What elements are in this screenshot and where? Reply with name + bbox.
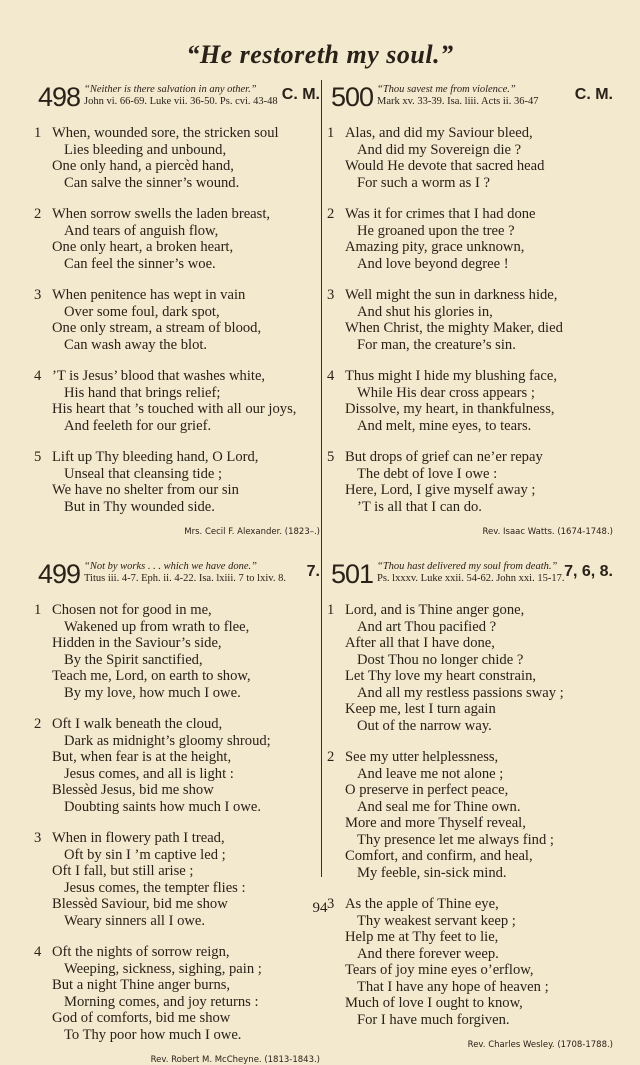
line-text: Wakened up from wrath to flee,	[64, 618, 250, 635]
line-text: Weeping, sickness, sighing, pain ;	[64, 960, 262, 977]
line-text: Alas, and did my Saviour bleed,	[345, 125, 533, 141]
line-text: But a night Thine anger burns,	[52, 977, 231, 993]
stanza-line	[331, 865, 613, 882]
stanza-line	[38, 320, 320, 337]
hymn-500	[327, 82, 613, 537]
line-text: To Thy poor how much I owe.	[64, 1026, 242, 1043]
line-text: Can wash away the blot.	[64, 336, 208, 353]
line-text: Oft I fall, but still arise ;	[52, 863, 194, 879]
stanza-line	[38, 799, 320, 816]
line-text: His heart that ’s touched with all our joys,	[52, 401, 297, 417]
line-text: And love beyond degree !	[357, 255, 509, 272]
stanza-line	[327, 368, 613, 385]
stanza-line	[327, 125, 613, 142]
line-text: God of comforts, bid me show	[52, 1010, 231, 1026]
line-text: That I have any hope of heaven ;	[357, 978, 549, 995]
line-text: But drops of grief can ne’er repay	[345, 449, 543, 465]
stanza-line	[331, 718, 613, 735]
line-text: And leave me not alone ;	[357, 765, 504, 782]
scripture-references: Titus iii. 4-7. Eph. ii. 4-22. Isa. lxiii. 7 to lxiv. 8.	[84, 573, 286, 584]
stanza-line	[34, 830, 320, 847]
stanza-line	[327, 206, 613, 223]
stanza-line	[38, 880, 320, 897]
stanza-line	[327, 287, 613, 304]
line-text: Jesus comes, and all is light :	[64, 765, 234, 782]
stanza-line	[38, 961, 320, 978]
stanza	[34, 287, 320, 353]
stanza-line	[38, 1010, 320, 1027]
column-divider	[321, 80, 322, 877]
stanza-number: 5	[34, 449, 42, 465]
stanza-line	[331, 1012, 613, 1029]
stanza-number: 3	[327, 287, 335, 303]
stanza	[327, 287, 613, 353]
stanza	[34, 206, 320, 272]
line-text: One only hand, a piercèd hand,	[52, 158, 234, 174]
line-text: Here, Lord, I give myself away ;	[345, 482, 536, 498]
stanza-line	[38, 619, 320, 636]
stanza	[327, 206, 613, 272]
stanza-line	[327, 749, 613, 766]
line-text: Was it for crimes that I had done	[345, 206, 536, 222]
stanza-number: 3	[34, 830, 42, 846]
stanza-line	[331, 979, 613, 996]
line-text: And feeleth for our grief.	[64, 417, 212, 434]
stanza-line	[331, 223, 613, 240]
line-text: Would He devote that sacred head	[345, 158, 545, 174]
stanza-line	[331, 799, 613, 816]
stanza-number: 4	[34, 368, 42, 384]
stanza-line	[331, 832, 613, 849]
stanza-line	[38, 158, 320, 175]
line-text: Teach me, Lord, on earth to show,	[52, 668, 251, 684]
line-text: When Christ, the mighty Maker, died	[345, 320, 563, 336]
stanza-line	[331, 320, 613, 337]
line-text: Weary sinners all I owe.	[64, 912, 206, 929]
stanza-line	[38, 175, 320, 192]
stanza-line	[38, 863, 320, 880]
line-text: Oft the nights of sorrow reign,	[52, 944, 230, 960]
line-text: Tears of joy mine eyes o’erflow,	[345, 962, 534, 978]
stanza-line	[38, 749, 320, 766]
scripture-references: Mark xv. 33-39. Isa. liii. Acts ii. 36-47	[377, 96, 539, 107]
stanza-line	[38, 994, 320, 1011]
stanza-line	[34, 125, 320, 142]
stanza-line	[38, 847, 320, 864]
line-text: When, wounded sore, the stricken soul	[52, 125, 279, 141]
stanza-line	[331, 385, 613, 402]
stanza-line	[331, 418, 613, 435]
scripture-references: Ps. lxxxv. Luke xxii. 54-62. John xxi. 15-17.	[377, 573, 565, 584]
stanza-line	[38, 499, 320, 516]
stanza-line	[34, 944, 320, 961]
stanza-line	[38, 766, 320, 783]
stanza-number: 4	[327, 368, 335, 384]
line-text: Dissolve, my heart, in thankfulness,	[345, 401, 555, 417]
stanza-number: 2	[34, 716, 42, 732]
line-text: My feeble, sin-sick mind.	[357, 864, 507, 881]
stanza-line	[331, 239, 613, 256]
line-text: When in flowery path I tread,	[52, 830, 225, 846]
line-text: Dost Thou no longer chide ?	[357, 651, 524, 668]
stanza	[327, 449, 613, 515]
stanza	[327, 125, 613, 191]
line-text: Morning comes, and joy returns :	[64, 993, 259, 1010]
line-text: Comfort, and confirm, and heal,	[345, 848, 533, 864]
line-text: Blessèd Jesus, bid me show	[52, 782, 214, 798]
line-text: Blessèd Saviour, bid me show	[52, 896, 228, 912]
stanza-line	[38, 466, 320, 483]
stanza-line	[38, 652, 320, 669]
left-column	[34, 82, 320, 1065]
line-text: Oft by sin I ’m captive led ;	[64, 846, 226, 863]
line-text: Can salve the sinner’s wound.	[64, 174, 240, 191]
line-text: Out of the narrow way.	[357, 717, 492, 734]
line-text: Well might the sun in darkness hide,	[345, 287, 558, 303]
stanza-line	[38, 977, 320, 994]
line-text: We have no shelter from our sin	[52, 482, 239, 498]
stanza-line	[34, 206, 320, 223]
hymn-meter: C. M.	[574, 86, 613, 103]
stanza-number: 2	[327, 749, 335, 765]
hymn-meter: 7, 6, 8.	[564, 563, 613, 580]
stanza	[327, 368, 613, 434]
stanza-line	[331, 619, 613, 636]
stanza	[34, 602, 320, 701]
stanza-number: 1	[327, 125, 335, 141]
stanza-line	[38, 482, 320, 499]
stanza-line	[331, 256, 613, 273]
stanza-number: 1	[34, 125, 42, 141]
line-text: And art Thou pacified ?	[357, 618, 497, 635]
line-text: See my utter helplessness,	[345, 749, 499, 765]
page-number: 94	[312, 900, 328, 916]
stanza-line	[38, 304, 320, 321]
line-text: The debt of love I owe :	[357, 465, 498, 482]
line-text: Can feel the sinner’s woe.	[64, 255, 216, 272]
stanza	[34, 944, 320, 1043]
stanza-line	[38, 685, 320, 702]
hymn-epigraph: “Thou hast delivered my soul from death.”	[377, 561, 558, 572]
stanza-line	[331, 962, 613, 979]
stanza-line	[331, 815, 613, 832]
line-text: Chosen not for good in me,	[52, 602, 212, 618]
line-text: One only stream, a stream of blood,	[52, 320, 262, 336]
stanza-number: 1	[34, 602, 42, 618]
stanza-line	[331, 652, 613, 669]
stanza-line	[331, 946, 613, 963]
line-text: Lord, and is Thine anger gone,	[345, 602, 525, 618]
line-text: Lift up Thy bleeding hand, O Lord,	[52, 449, 259, 465]
stanza-line	[331, 401, 613, 418]
hymn-meter: 7.	[306, 563, 320, 580]
stanza-line	[331, 175, 613, 192]
line-text: While His dear cross appears ;	[357, 384, 535, 401]
hymn-author: Rev. Robert M. McCheyne. (1813-1843.)	[150, 1055, 320, 1065]
stanza-line	[331, 466, 613, 483]
line-text: And melt, mine eyes, to tears.	[357, 417, 532, 434]
line-text: Oft I walk beneath the cloud,	[52, 716, 223, 732]
stanza-line	[34, 368, 320, 385]
hymn-epigraph: “Not by works . . . which we have done.”	[84, 561, 257, 572]
line-text: Lies bleeding and unbound,	[64, 141, 227, 158]
stanza-line	[34, 449, 320, 466]
stanza-line	[38, 733, 320, 750]
stanza-line	[38, 256, 320, 273]
line-text: One only heart, a broken heart,	[52, 239, 234, 255]
stanza-line	[38, 239, 320, 256]
page-title: “He restoreth my soul.”	[186, 40, 454, 69]
hymn-header	[331, 84, 613, 110]
hymn-501	[327, 559, 613, 1050]
line-text: And there forever weep.	[357, 945, 499, 962]
stanza-line	[38, 401, 320, 418]
stanza-line	[327, 449, 613, 466]
line-text: Thy weakest servant keep ;	[357, 912, 516, 929]
stanza-number: 3	[34, 287, 42, 303]
stanza-line	[331, 668, 613, 685]
line-text: Thy presence let me always find ;	[357, 831, 554, 848]
line-text: For such a worm as I ?	[357, 174, 490, 191]
stanza-number: 4	[34, 944, 42, 960]
stanza-line	[38, 782, 320, 799]
hymn-number: 498	[38, 82, 81, 112]
stanza-line	[38, 418, 320, 435]
stanza-line	[331, 685, 613, 702]
line-text: And tears of anguish flow,	[64, 222, 219, 239]
hymn-header	[331, 561, 613, 587]
stanza-line	[331, 766, 613, 783]
hymn-header	[38, 561, 320, 587]
line-text: For I have much forgiven.	[357, 1011, 510, 1028]
line-text: But, when fear is at the height,	[52, 749, 232, 765]
stanza-line	[331, 995, 613, 1012]
hymn-author: Rev. Charles Wesley. (1708-1788.)	[467, 1040, 613, 1050]
stanza-line	[38, 635, 320, 652]
line-text: As the apple of Thine eye,	[345, 896, 499, 912]
line-text: And seal me for Thine own.	[357, 798, 521, 815]
line-text: Keep me, lest I turn again	[345, 701, 496, 717]
line-text: Thus might I hide my blushing face,	[345, 368, 557, 384]
hymn-epigraph: “Neither is there salvation in any other.”	[84, 84, 257, 95]
stanza-line	[34, 602, 320, 619]
line-text: And did my Sovereign die ?	[357, 141, 522, 158]
stanza-number: 2	[34, 206, 42, 222]
line-text: His hand that brings relief;	[64, 384, 221, 401]
stanza-line	[331, 929, 613, 946]
line-text: Jesus comes, the tempter flies :	[64, 879, 246, 896]
line-text: Doubting saints how much I owe.	[64, 798, 261, 815]
stanza-line	[331, 482, 613, 499]
hymn-meter: C. M.	[281, 86, 320, 103]
stanza-line	[38, 337, 320, 354]
line-text: Over some foul, dark spot,	[64, 303, 220, 320]
line-text: But in Thy wounded side.	[64, 498, 215, 515]
line-text: Hidden in the Saviour’s side,	[52, 635, 222, 651]
line-text: After all that I have done,	[345, 635, 495, 651]
hymn-number: 499	[38, 559, 81, 589]
stanza-line	[34, 287, 320, 304]
line-text: Unseal that cleansing tide ;	[64, 465, 223, 482]
hymn-499	[34, 559, 320, 1065]
stanza-number: 5	[327, 449, 335, 465]
stanza-line	[331, 337, 613, 354]
line-text: ’T is Jesus’ blood that washes white,	[52, 368, 266, 384]
stanza-number: 2	[327, 206, 335, 222]
line-text: ’T is all that I can do.	[357, 498, 482, 515]
line-text: Much of love I ought to know,	[345, 995, 523, 1011]
hymn-498	[34, 82, 320, 537]
line-text: For man, the creature’s sin.	[357, 336, 516, 353]
stanza-number: 1	[327, 602, 335, 618]
line-text: And all my restless passions sway ;	[357, 684, 564, 701]
stanza-line	[38, 223, 320, 240]
stanza-line	[331, 304, 613, 321]
stanza	[327, 602, 613, 734]
stanza-line	[38, 142, 320, 159]
line-text: More and more Thyself reveal,	[345, 815, 526, 831]
stanza-number: 3	[327, 896, 335, 912]
stanza-line	[38, 668, 320, 685]
stanza-line	[331, 142, 613, 159]
hymn-number: 501	[331, 559, 374, 589]
stanza	[34, 449, 320, 515]
stanza-line	[34, 716, 320, 733]
line-text: O preserve in perfect peace,	[345, 782, 509, 798]
stanza	[327, 749, 613, 881]
line-text: Dark as midnight’s gloomy shroud;	[64, 732, 271, 749]
stanza-line	[331, 782, 613, 799]
stanza-line	[331, 848, 613, 865]
scripture-references: John vi. 66-69. Luke vii. 36-50. Ps. cvi. 43-48	[84, 96, 278, 107]
stanza	[34, 716, 320, 815]
stanza-line	[327, 602, 613, 619]
stanza	[34, 368, 320, 434]
line-text: Let Thy love my heart constrain,	[345, 668, 537, 684]
hymn-number: 500	[331, 82, 374, 112]
line-text: Amazing pity, grace unknown,	[345, 239, 525, 255]
hymn-author: Rev. Isaac Watts. (1674-1748.)	[482, 527, 613, 537]
hymn-author: Mrs. Cecil F. Alexander. (1823–.)	[184, 527, 320, 537]
line-text: By my love, how much I owe.	[64, 684, 241, 701]
stanza-line	[38, 1027, 320, 1044]
line-text: Help me at Thy feet to lie,	[345, 929, 499, 945]
stanza	[34, 125, 320, 191]
line-text: When penitence has wept in vain	[52, 287, 246, 303]
line-text: By the Spirit sanctified,	[64, 651, 203, 668]
hymn-epigraph: “Thou savest me from violence.”	[377, 84, 516, 95]
stanza-line	[331, 701, 613, 718]
stanza-line	[331, 635, 613, 652]
line-text: He groaned upon the tree ?	[357, 222, 515, 239]
stanza-line	[331, 499, 613, 516]
line-text: When sorrow swells the laden breast,	[52, 206, 271, 222]
hymn-header	[38, 84, 320, 110]
line-text: And shut his glories in,	[357, 303, 493, 320]
stanza-line	[331, 158, 613, 175]
stanza-line	[38, 385, 320, 402]
